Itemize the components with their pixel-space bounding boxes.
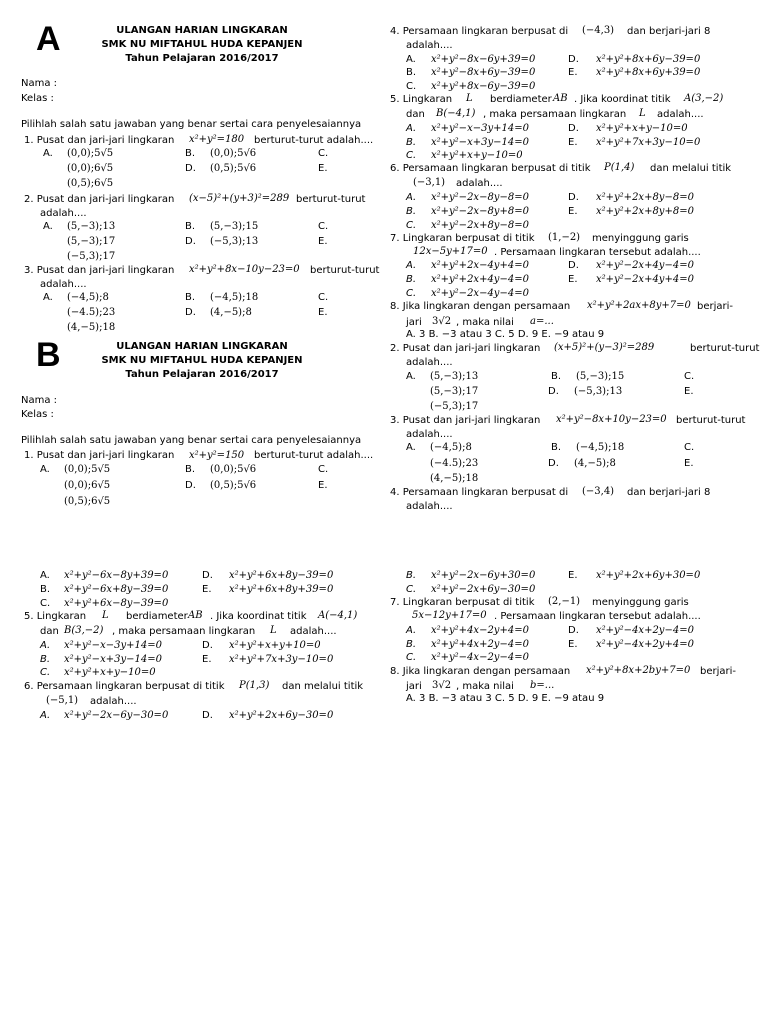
option-label: C. xyxy=(684,442,695,453)
question-a5: 5. Lingkaran xyxy=(390,94,453,105)
question-text: adalah.... xyxy=(456,178,503,189)
option-label: A. xyxy=(43,292,53,303)
option-value: x²+y²+2x−4y+4=0 xyxy=(431,260,529,271)
question-text: adalah.... xyxy=(290,626,337,637)
option-label: C. xyxy=(318,292,329,303)
option-label: B. xyxy=(551,442,562,453)
option-label: A. xyxy=(406,442,416,453)
option-label: B. xyxy=(406,639,417,650)
section-b-letter: B xyxy=(36,336,61,374)
option-value: (5,−3);13 xyxy=(430,371,479,382)
option-value: (4,−5);8 xyxy=(210,307,252,318)
options-row: A. 3 B. −3 atau 3 C. 5 D. 9 E. −9 atau 9 xyxy=(406,329,605,340)
option-label: C. xyxy=(406,81,417,92)
option-label: A. xyxy=(40,640,51,651)
option-label: D. xyxy=(548,458,559,469)
question-text: berturut-turut xyxy=(690,343,760,354)
question-text: dan melalui titik xyxy=(282,681,364,692)
question-b8: 8. Jika lingkaran dengan persamaan xyxy=(390,666,571,677)
options-row: A. 3 B. −3 atau 3 C. 5 D. 9 E. −9 atau 9 xyxy=(406,693,605,704)
equation: 5x−12y+17=0 xyxy=(412,610,487,621)
option-value: (−4.5);23 xyxy=(67,307,116,318)
option-value: x²+y²−2x+6y−30=0 xyxy=(431,584,536,595)
equation: x²+y²−8x+10y−23=0 xyxy=(556,414,667,425)
option-value: x²+y²+8x−6y−39=0 xyxy=(431,81,536,92)
option-label: D. xyxy=(568,625,579,636)
option-value: x²+y²+8x+6y−39=0 xyxy=(596,54,701,65)
nama-label: Nama : xyxy=(21,395,58,406)
question-text: . Jika koordinat titik xyxy=(210,611,307,622)
question-text: adalah.... xyxy=(657,109,704,120)
option-value: x²+y²−x+3y−14=0 xyxy=(431,137,529,148)
question-text: berturut-turut xyxy=(676,415,746,426)
option-value: x²+y²+6x+8y−39=0 xyxy=(229,570,334,581)
option-value: (0,0);5√6 xyxy=(210,464,257,475)
option-value: (0,5);6√5 xyxy=(64,496,111,507)
equation: B(3,−2) xyxy=(64,625,104,636)
option-label: C. xyxy=(406,150,417,161)
option-label: D. xyxy=(548,386,559,397)
option-label: A. xyxy=(40,570,50,581)
question-text: , maka nilai xyxy=(456,317,514,328)
option-label: C. xyxy=(406,220,417,231)
option-value: (−5,3);17 xyxy=(67,251,116,262)
question-text: . Persamaan lingkaran tersebut adalah.... xyxy=(494,611,701,622)
question-text: dan xyxy=(406,109,425,120)
question-text: . Persamaan lingkaran tersebut adalah.... xyxy=(494,247,701,258)
equation: AB xyxy=(188,610,203,621)
option-label: A. xyxy=(43,148,53,159)
option-label: A. xyxy=(43,221,53,232)
option-value: x²+y²+x+y+10=0 xyxy=(229,640,321,651)
option-value: x²+y²+2x+8y−8=0 xyxy=(596,192,694,203)
title-line-3: Tahun Pelajaran 2016/2017 xyxy=(125,369,279,380)
option-value: (−4,5);18 xyxy=(210,292,259,303)
option-value: x²+y²−4x+2y+4=0 xyxy=(596,639,694,650)
equation: A(−4,1) xyxy=(318,610,358,621)
question-text: . Jika koordinat titik xyxy=(574,94,671,105)
option-value: x²+y²−2x−6y+30=0 xyxy=(431,570,536,581)
option-value: x²+y²−6x+8y−39=0 xyxy=(64,584,169,595)
option-value: (5,−3);17 xyxy=(67,236,116,247)
option-value: (4,−5);8 xyxy=(574,458,616,469)
question-b2: 2. Pusat dan jari-jari lingkaran xyxy=(390,343,541,354)
question-b5: 5. Lingkaran xyxy=(24,611,87,622)
equation: L xyxy=(639,108,646,119)
option-value: x²+y²−x+3y−14=0 xyxy=(64,654,162,665)
equation: L xyxy=(466,93,473,104)
question-a8: 8. Jika lingkaran dengan persamaan xyxy=(390,301,571,312)
option-label: B. xyxy=(406,570,417,581)
equation: x²+y²+2ax+8y+7=0 xyxy=(587,300,691,311)
question-text: berdiameter xyxy=(490,94,552,105)
option-value: x²+y²+6x+8y+39=0 xyxy=(229,584,334,595)
option-value: x²+y²+x+y−10=0 xyxy=(431,150,523,161)
option-label: E. xyxy=(202,654,212,665)
option-label: E. xyxy=(568,67,578,78)
option-value: x²+y²−2x−8y−8=0 xyxy=(431,192,529,203)
option-value: x²+y²−4x−2y−4=0 xyxy=(431,652,529,663)
option-label: A. xyxy=(406,371,416,382)
option-label: D. xyxy=(568,260,579,271)
option-label: E. xyxy=(568,206,578,217)
question-a2: 2. Pusat dan jari-jari lingkaran xyxy=(24,194,175,205)
option-label: C. xyxy=(318,464,329,475)
option-label: B. xyxy=(185,148,196,159)
option-value: (5,−3);15 xyxy=(576,371,625,382)
equation: a=... xyxy=(530,316,554,327)
equation: (1,−2) xyxy=(548,232,581,243)
option-label: B. xyxy=(406,67,417,78)
option-value: x²+y²−x−3y+14=0 xyxy=(64,640,162,651)
question-text: adalah.... xyxy=(406,429,453,440)
equation: A(3,−2) xyxy=(684,93,724,104)
option-value: x²+y²+2x+4y−4=0 xyxy=(431,274,529,285)
option-value: x²+y²+7x+3y−10=0 xyxy=(229,654,334,665)
option-label: A. xyxy=(406,625,417,636)
question-text: berdiameter xyxy=(126,611,188,622)
option-label: D. xyxy=(568,123,579,134)
option-label: B. xyxy=(185,221,196,232)
question-text: dan melalui titik xyxy=(650,163,732,174)
title-line-3: Tahun Pelajaran 2016/2017 xyxy=(125,53,279,64)
option-value: (−5,3);17 xyxy=(430,401,479,412)
question-text: berjari- xyxy=(700,666,737,677)
question-text: berturut-turut adalah.... xyxy=(254,450,374,461)
question-text: adalah.... xyxy=(406,40,453,51)
option-value: (−4,5);18 xyxy=(576,442,625,453)
question-text: adalah.... xyxy=(406,357,453,368)
option-value: (5,−3);13 xyxy=(67,221,116,232)
equation: (2,−1) xyxy=(548,596,581,607)
option-value: x²+y²−x−3y+14=0 xyxy=(431,123,529,134)
option-label: B. xyxy=(406,206,417,217)
option-value: (−4,5);8 xyxy=(430,442,472,453)
question-a3: 3. Pusat dan jari-jari lingkaran xyxy=(24,265,175,276)
option-value: (0,0);6√5 xyxy=(67,163,114,174)
option-value: x²+y²+x+y−10=0 xyxy=(596,123,688,134)
option-label: E. xyxy=(684,458,694,469)
option-value: (0,0);5√5 xyxy=(64,464,111,475)
option-value: (5,−3);17 xyxy=(430,386,479,397)
option-label: A. xyxy=(406,260,417,271)
option-value: (0,0);5√6 xyxy=(210,148,257,159)
option-value: (−4,5);8 xyxy=(67,292,109,303)
option-label: D. xyxy=(185,163,196,174)
kelas-label: Kelas : xyxy=(21,409,54,420)
section-b-title xyxy=(72,340,332,382)
equation: 3√2 xyxy=(432,316,452,327)
equation: b=... xyxy=(530,680,555,691)
section-a-letter: A xyxy=(36,20,61,58)
option-label: E. xyxy=(568,274,578,285)
equation: (x−5)²+(y+3)²=289 xyxy=(189,193,290,204)
question-text: , maka persamaan lingkaran xyxy=(112,626,256,637)
option-value: x²+y²−8x−6y+39=0 xyxy=(431,54,536,65)
option-value: (4,−5);18 xyxy=(430,473,479,484)
option-label: E. xyxy=(202,584,212,595)
equation: P(1,3) xyxy=(239,680,270,691)
option-value: (0,0);5√5 xyxy=(67,148,114,159)
question-a6: 6. Persamaan lingkaran berpusat di titik xyxy=(390,163,591,174)
question-text: berturut-turut xyxy=(310,265,380,276)
option-label: D. xyxy=(185,236,196,247)
option-label: C. xyxy=(318,221,329,232)
option-value: x²+y²−6x−8y+39=0 xyxy=(64,570,169,581)
option-value: (5,−3);15 xyxy=(210,221,259,232)
equation: (−3,4) xyxy=(582,486,615,497)
title-line-1: ULANGAN HARIAN LINGKARAN xyxy=(116,25,288,36)
title-line-1: ULANGAN HARIAN LINGKARAN xyxy=(116,341,288,352)
question-b4: 4. Persamaan lingkaran berpusat di xyxy=(390,487,569,498)
option-label: A. xyxy=(406,192,417,203)
option-label: E. xyxy=(318,480,328,491)
equation: x²+y²=180 xyxy=(189,134,245,145)
option-value: (0,5);6√5 xyxy=(67,178,114,189)
option-label: E. xyxy=(318,163,328,174)
question-text: dan xyxy=(40,626,59,637)
equation: x²+y²+8x+2by+7=0 xyxy=(586,665,691,676)
option-label: D. xyxy=(202,710,213,721)
option-value: x²+y²−8x+6y−39=0 xyxy=(431,67,536,78)
option-label: E. xyxy=(568,570,578,581)
option-label: B. xyxy=(185,292,196,303)
question-a4: 4. Persamaan lingkaran berpusat di xyxy=(390,26,569,37)
option-label: E. xyxy=(318,236,328,247)
option-label: D. xyxy=(202,570,213,581)
equation: AB xyxy=(553,93,568,104)
equation: B(−4,1) xyxy=(436,108,476,119)
question-a7: 7. Lingkaran berpusat di titik xyxy=(390,233,535,244)
kelas-label: Kelas : xyxy=(21,93,54,104)
question-b1: 1. Pusat dan jari-jari lingkaran xyxy=(24,450,175,461)
option-label: B. xyxy=(551,371,562,382)
option-value: x²+y²−2x−8y+8=0 xyxy=(431,206,529,217)
option-value: x²+y²−2x+4y−4=0 xyxy=(596,260,694,271)
question-text: , maka persamaan lingkaran xyxy=(483,109,627,120)
option-value: (−5,3);13 xyxy=(574,386,623,397)
equation: 3√2 xyxy=(432,680,452,691)
title-line-2: SMK NU MIFTAHUL HUDA KEPANJEN xyxy=(101,39,303,50)
option-value: (−4.5);23 xyxy=(430,458,479,469)
section-a-title xyxy=(72,24,332,66)
question-text: adalah.... xyxy=(40,208,87,219)
option-label: A. xyxy=(40,710,51,721)
question-text: adalah.... xyxy=(406,501,453,512)
option-value: x²+y²−2x+8y−8=0 xyxy=(431,220,529,231)
question-text: adalah.... xyxy=(90,696,137,707)
equation: (−4,3) xyxy=(582,25,615,36)
option-value: x²+y²−2x−4y−4=0 xyxy=(431,288,529,299)
option-label: E. xyxy=(568,639,578,650)
option-value: x²+y²+6x−8y−39=0 xyxy=(64,598,169,609)
option-label: C. xyxy=(406,288,417,299)
question-b6: 6. Persamaan lingkaran berpusat di titik xyxy=(24,681,225,692)
option-label: E. xyxy=(318,307,328,318)
instruction: Pilihlah salah satu jawaban yang benar sertai cara penyelesaiannya xyxy=(21,435,362,446)
question-text: dan berjari-jari 8 xyxy=(627,487,711,498)
equation: (−3,1) xyxy=(413,177,446,188)
option-label: D. xyxy=(185,480,196,491)
equation: L xyxy=(102,610,109,621)
option-label: A. xyxy=(406,123,417,134)
question-text: berjari- xyxy=(697,301,734,312)
equation: x²+y²=150 xyxy=(189,450,245,461)
question-b7: 7. Lingkaran berpusat di titik xyxy=(390,597,535,608)
option-value: x²+y²−2x−6y−30=0 xyxy=(64,710,169,721)
option-value: x²+y²+2x+6y−30=0 xyxy=(229,710,334,721)
question-a1: 1. Pusat dan jari-jari lingkaran xyxy=(24,135,175,146)
question-text: adalah.... xyxy=(40,279,87,290)
option-label: E. xyxy=(568,137,578,148)
equation: 12x−5y+17=0 xyxy=(413,246,488,257)
question-text: jari xyxy=(406,681,422,692)
question-b3: 3. Pusat dan jari-jari lingkaran xyxy=(390,415,541,426)
question-text: , maka nilai xyxy=(456,681,514,692)
question-text: menyinggung garis xyxy=(592,597,689,608)
equation: P(1,4) xyxy=(604,162,635,173)
question-text: berturut-turut adalah.... xyxy=(254,135,374,146)
option-value: x²+y²−4x+2y−4=0 xyxy=(596,625,694,636)
question-text: dan berjari-jari 8 xyxy=(627,26,711,37)
equation: (−5,1) xyxy=(46,695,79,706)
option-label: E. xyxy=(684,386,694,397)
option-label: A. xyxy=(40,464,50,475)
option-label: C. xyxy=(318,148,329,159)
instruction: Pilihlah salah satu jawaban yang benar sertai cara penyelesaiannya xyxy=(21,119,362,130)
option-label: B. xyxy=(40,584,51,595)
option-label: C. xyxy=(406,652,417,663)
equation: x²+y²+8x−10y−23=0 xyxy=(189,264,300,275)
option-label: B. xyxy=(40,654,51,665)
question-text: menyinggung garis xyxy=(592,233,689,244)
option-value: (4,−5);18 xyxy=(67,322,116,333)
option-value: (−5,3);13 xyxy=(210,236,259,247)
equation: (x+5)²+(y−3)²=289 xyxy=(554,342,655,353)
option-label: D. xyxy=(568,54,579,65)
option-label: D. xyxy=(202,640,213,651)
option-value: x²+y²+4x+2y−4=0 xyxy=(431,639,529,650)
option-label: C. xyxy=(40,598,51,609)
option-value: x²+y²+8x+6y+39=0 xyxy=(596,67,701,78)
option-value: x²+y²−2x+4y+4=0 xyxy=(596,274,694,285)
option-label: D. xyxy=(185,307,196,318)
option-label: C. xyxy=(40,667,51,678)
option-label: C. xyxy=(684,371,695,382)
title-line-2: SMK NU MIFTAHUL HUDA KEPANJEN xyxy=(101,355,303,366)
question-text: jari xyxy=(406,317,422,328)
option-label: B. xyxy=(185,464,196,475)
option-value: x²+y²+7x+3y−10=0 xyxy=(596,137,701,148)
option-label: B. xyxy=(406,137,417,148)
option-label: D. xyxy=(568,192,579,203)
option-label: C. xyxy=(406,584,417,595)
option-value: (0,5);5√6 xyxy=(210,163,257,174)
option-value: x²+y²+2x+8y+8=0 xyxy=(596,206,694,217)
question-text: berturut-turut xyxy=(296,194,366,205)
option-value: x²+y²+2x+6y+30=0 xyxy=(596,570,701,581)
option-value: (0,0);6√5 xyxy=(64,480,111,491)
option-value: x²+y²+4x−2y+4=0 xyxy=(431,625,529,636)
option-label: B. xyxy=(406,274,417,285)
option-value: (0,5);5√6 xyxy=(210,480,257,491)
option-value: x²+y²+x+y−10=0 xyxy=(64,667,156,678)
equation: L xyxy=(270,625,277,636)
nama-label: Nama : xyxy=(21,78,58,89)
option-label: A. xyxy=(406,54,416,65)
